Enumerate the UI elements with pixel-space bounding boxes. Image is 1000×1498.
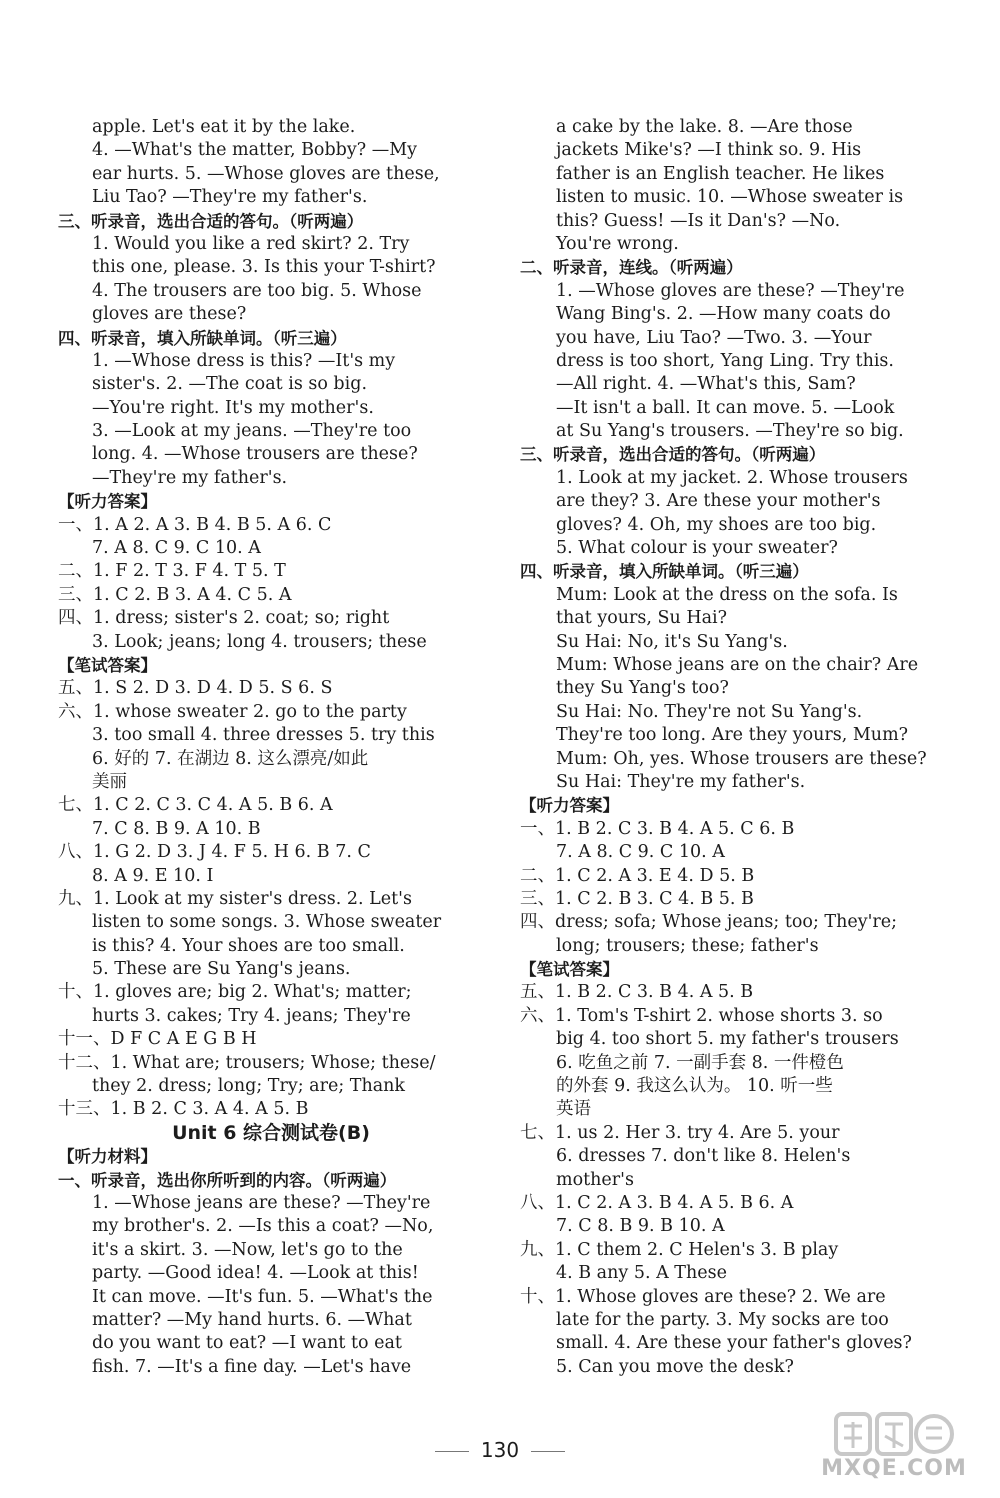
right-column-line: 四、听录音，填入所缺单词。（听三遍） bbox=[520, 562, 809, 582]
right-column-line: 6. 吃鱼之前 7. 一副手套 8. 一件橙色 bbox=[556, 1052, 844, 1073]
left-column-line: 7. A 8. C 9. C 10. A bbox=[92, 538, 261, 559]
right-column-line: listen to music. 10. —Whose sweater is bbox=[556, 187, 904, 208]
right-column-line: 【笔试答案】 bbox=[520, 960, 619, 980]
right-column-line: You're wrong. bbox=[556, 233, 679, 254]
left-column-line: fish. 7. —It's a fine day. —Let's have bbox=[92, 1356, 412, 1377]
right-column-line: 八、1. C 2. A 3. B 4. A 5. B 6. A bbox=[520, 1192, 794, 1213]
watermark-logo bbox=[794, 1410, 994, 1492]
right-column-line: that yours, Su Hai? bbox=[556, 608, 727, 629]
left-column-line: 【笔试答案】 bbox=[58, 655, 157, 675]
left-column-line: 十、1. gloves are; big 2. What's; matter; bbox=[58, 982, 412, 1003]
left-column-line: 一、听录音，选出你所听到的内容。（听两遍） bbox=[58, 1170, 397, 1190]
right-column-line: jackets Mike's? —I think so. 9. His bbox=[556, 140, 862, 161]
right-column-line: They're too long. Are they yours, Mum? bbox=[556, 725, 909, 746]
left-column-line: 1. Would you like a red skirt? 2. Try bbox=[92, 233, 410, 254]
left-column-line: 五、1. S 2. D 3. D 4. D 5. S 6. S bbox=[58, 678, 333, 699]
left-column-line: 1. —Whose jeans are these? —They're bbox=[92, 1192, 431, 1213]
left-column-line: 二、1. F 2. T 3. F 4. T 5. T bbox=[58, 561, 286, 582]
left-column-line: 六、1. whose sweater 2. go to the party bbox=[58, 701, 407, 722]
left-column-line: Liu Tao? —They're my father's. bbox=[92, 187, 368, 208]
right-column-line: late for the party. 3. My socks are too bbox=[556, 1309, 889, 1330]
right-column-line: Mum: Oh, yes. Whose trousers are these? bbox=[556, 748, 927, 769]
left-column-line: they 2. dress; long; Try; are; Thank bbox=[92, 1076, 406, 1097]
right-column-line: big 4. too short 5. my father's trousers bbox=[556, 1029, 899, 1050]
right-column-line: small. 4. Are these your father's gloves? bbox=[556, 1333, 912, 1354]
right-column-line: are they? 3. Are these your mother's bbox=[556, 491, 881, 512]
right-column bbox=[520, 116, 950, 1379]
right-column-line: 6. dresses 7. don't like 8. Helen's bbox=[556, 1146, 851, 1167]
left-column-line: 3. too small 4. three dresses 5. try this bbox=[92, 725, 435, 746]
left-column-line: 3. Look; jeans; long 4. trousers; these bbox=[92, 631, 427, 652]
right-column-line: 九、1. C them 2. C Helen's 3. B play bbox=[520, 1239, 839, 1260]
left-column-line: 一、1. A 2. A 3. B 4. B 5. A 6. C bbox=[58, 514, 332, 535]
left-column-line: 四、听录音，填入所缺单词。（听三遍） bbox=[58, 328, 347, 348]
right-column-line: 七、1. us 2. Her 3. try 4. Are 5. your bbox=[520, 1122, 840, 1143]
answer-circle-logo-icon bbox=[834, 1410, 954, 1460]
right-column-line: 5. What colour is your sweater? bbox=[556, 538, 838, 559]
left-column-line: 7. C 8. B 9. A 10. B bbox=[92, 818, 261, 839]
left-column-line: 5. These are Su Yang's jeans. bbox=[92, 959, 351, 980]
right-column-line: 六、1. Tom's T-shirt 2. whose shorts 3. so bbox=[520, 1005, 883, 1026]
left-column-line: 3. —Look at my jeans. —They're too bbox=[92, 421, 412, 442]
watermark-text: MXQE.COM bbox=[821, 1456, 967, 1481]
right-column-line: 【听力答案】 bbox=[520, 796, 619, 816]
right-column-line: 五、1. B 2. C 3. B 4. A 5. B bbox=[520, 982, 754, 1003]
right-column-line: 5. Can you move the desk? bbox=[556, 1356, 794, 1377]
right-column-line: dress is too short, Yang Ling. Try this. bbox=[556, 350, 894, 371]
right-column-line: 1. —Whose gloves are these? —They're bbox=[556, 280, 905, 301]
right-column-line: 四、dress; sofa; Whose jeans; too; They're; bbox=[520, 912, 898, 933]
left-column-line: Unit 6 综合测试卷(B) bbox=[172, 1121, 370, 1144]
right-column-line: long; trousers; these; father's bbox=[556, 935, 819, 956]
left-column-line: 十一、D F C A E G B H bbox=[58, 1029, 257, 1050]
right-column-line: this? Guess! —Is it Dan's? —No. bbox=[556, 210, 841, 231]
right-column-line: —It isn't a ball. It can move. 5. —Look bbox=[556, 397, 895, 418]
right-column-line: gloves? 4. Oh, my shoes are too big. bbox=[556, 514, 877, 535]
right-column-line: mother's bbox=[556, 1169, 634, 1190]
right-column-line: a cake by the lake. 8. —Are those bbox=[556, 117, 853, 137]
right-column-line: 十、1. Whose gloves are these? 2. We are bbox=[520, 1286, 886, 1307]
right-column-line: 三、1. C 2. B 3. C 4. B 5. B bbox=[520, 888, 754, 909]
right-column-line: at Su Yang's trousers. —They're so big. bbox=[556, 421, 904, 442]
right-column-line: 英语 bbox=[556, 1099, 591, 1120]
left-column-line: long. 4. —Whose trousers are these? bbox=[92, 444, 418, 465]
right-column-line: 一、1. B 2. C 3. B 4. A 5. C 6. B bbox=[520, 818, 795, 839]
right-column-line: 4. B any 5. A These bbox=[556, 1263, 727, 1284]
left-column-line: sister's. 2. —The coat is so big. bbox=[92, 374, 368, 395]
left-column-line: ear hurts. 5. —Whose gloves are these, bbox=[92, 163, 440, 184]
left-column-line: 十三、1. B 2. C 3. A 4. A 5. B bbox=[58, 1099, 309, 1120]
left-column-line: 4. The trousers are too big. 5. Whose bbox=[92, 280, 422, 301]
left-column-line: do you want to eat? —I want to eat bbox=[92, 1333, 402, 1354]
left-column-line: 八、1. G 2. D 3. J 4. F 5. H 6. B 7. C bbox=[58, 842, 371, 863]
right-column-line: Su Hai: They're my father's. bbox=[556, 771, 806, 792]
right-column-line: 7. C 8. B 9. B 10. A bbox=[556, 1216, 725, 1237]
left-column-line: this one, please. 3. Is this your T-shirt? bbox=[92, 257, 436, 278]
left-column-line: matter? —My hand hurts. 6. —What bbox=[92, 1309, 412, 1330]
right-column-line: 三、听录音，选出合适的答句。（听两遍） bbox=[520, 445, 826, 465]
right-column-line: Mum: Whose jeans are on the chair? Are bbox=[556, 654, 919, 675]
left-column-line: is this? 4. Your shoes are too small. bbox=[92, 935, 405, 956]
left-column-line: gloves are these? bbox=[92, 304, 247, 325]
left-column-line: it's a skirt. 3. —Now, let's go to the bbox=[92, 1239, 403, 1260]
left-column-line: 【听力答案】 bbox=[58, 492, 157, 512]
left-column-line: 【听力材料】 bbox=[58, 1147, 157, 1167]
left-column-line: 1. —Whose dress is this? —It's my bbox=[92, 350, 396, 371]
right-column-line: Wang Bing's. 2. —How many coats do bbox=[556, 304, 891, 325]
left-column-line: 十二、1. What are; trousers; Whose; these/ bbox=[58, 1052, 436, 1073]
right-column-line: 7. A 8. C 9. C 10. A bbox=[556, 842, 725, 863]
right-column-line: —All right. 4. —What's this, Sam? bbox=[556, 374, 856, 395]
right-column-line: Mum: Look at the dress on the sofa. Is bbox=[556, 584, 898, 605]
left-column-line: 九、1. Look at my sister's dress. 2. Let's bbox=[58, 888, 412, 909]
right-column-line: 的外套 9. 我这么认为。 10. 听一些 bbox=[556, 1076, 833, 1097]
left-column-line: —They're my father's. bbox=[92, 467, 288, 488]
left-column-line: party. —Good idea! 4. —Look at this! bbox=[92, 1263, 419, 1284]
right-column-line: 1. Look at my jacket. 2. Whose trousers bbox=[556, 467, 908, 488]
right-column-line: they Su Yang's too? bbox=[556, 678, 729, 699]
page-number: 130 bbox=[0, 1438, 1000, 1462]
left-column-line: 4. —What's the matter, Bobby? —My bbox=[92, 140, 418, 161]
right-column-line: you have, Liu Tao? —Two. 3. —Your bbox=[556, 327, 872, 348]
left-column-line: 七、1. C 2. C 3. C 4. A 5. B 6. A bbox=[58, 795, 333, 816]
left-column bbox=[58, 116, 484, 1379]
left-column-line: my brother's. 2. —Is this a coat? —No, bbox=[92, 1216, 434, 1237]
left-column-line: —You're right. It's my mother's. bbox=[92, 397, 374, 418]
left-column-line: 四、1. dress; sister's 2. coat; so; right bbox=[58, 608, 390, 629]
right-column-line: 二、听录音，连线。（听两遍） bbox=[520, 258, 743, 278]
left-column-line: 三、听录音，选出合适的答句。（听两遍） bbox=[58, 211, 364, 231]
right-column-line: 二、1. C 2. A 3. E 4. D 5. B bbox=[520, 865, 755, 886]
right-column-line: Su Hai: No. They're not Su Yang's. bbox=[556, 701, 863, 722]
left-column-line: 6. 好的 7. 在湖边 8. 这么漂亮/如此 bbox=[92, 748, 369, 769]
right-column-line: Su Hai: No, it's Su Yang's. bbox=[556, 631, 788, 652]
left-column-line: 美丽 bbox=[92, 771, 127, 792]
left-column-line: 三、1. C 2. B 3. A 4. C 5. A bbox=[58, 584, 292, 605]
left-column-line: apple. Let's eat it by the lake. bbox=[92, 117, 356, 137]
left-column-line: 8. A 9. E 10. I bbox=[92, 865, 214, 886]
right-column-line: father is an English teacher. He likes bbox=[556, 163, 885, 184]
left-column-line: listen to some songs. 3. Whose sweater bbox=[92, 912, 442, 933]
left-column-line: hurts 3. cakes; Try 4. jeans; They're bbox=[92, 1005, 411, 1026]
left-column-line: It can move. —It's fun. 5. —What's the bbox=[92, 1286, 433, 1307]
